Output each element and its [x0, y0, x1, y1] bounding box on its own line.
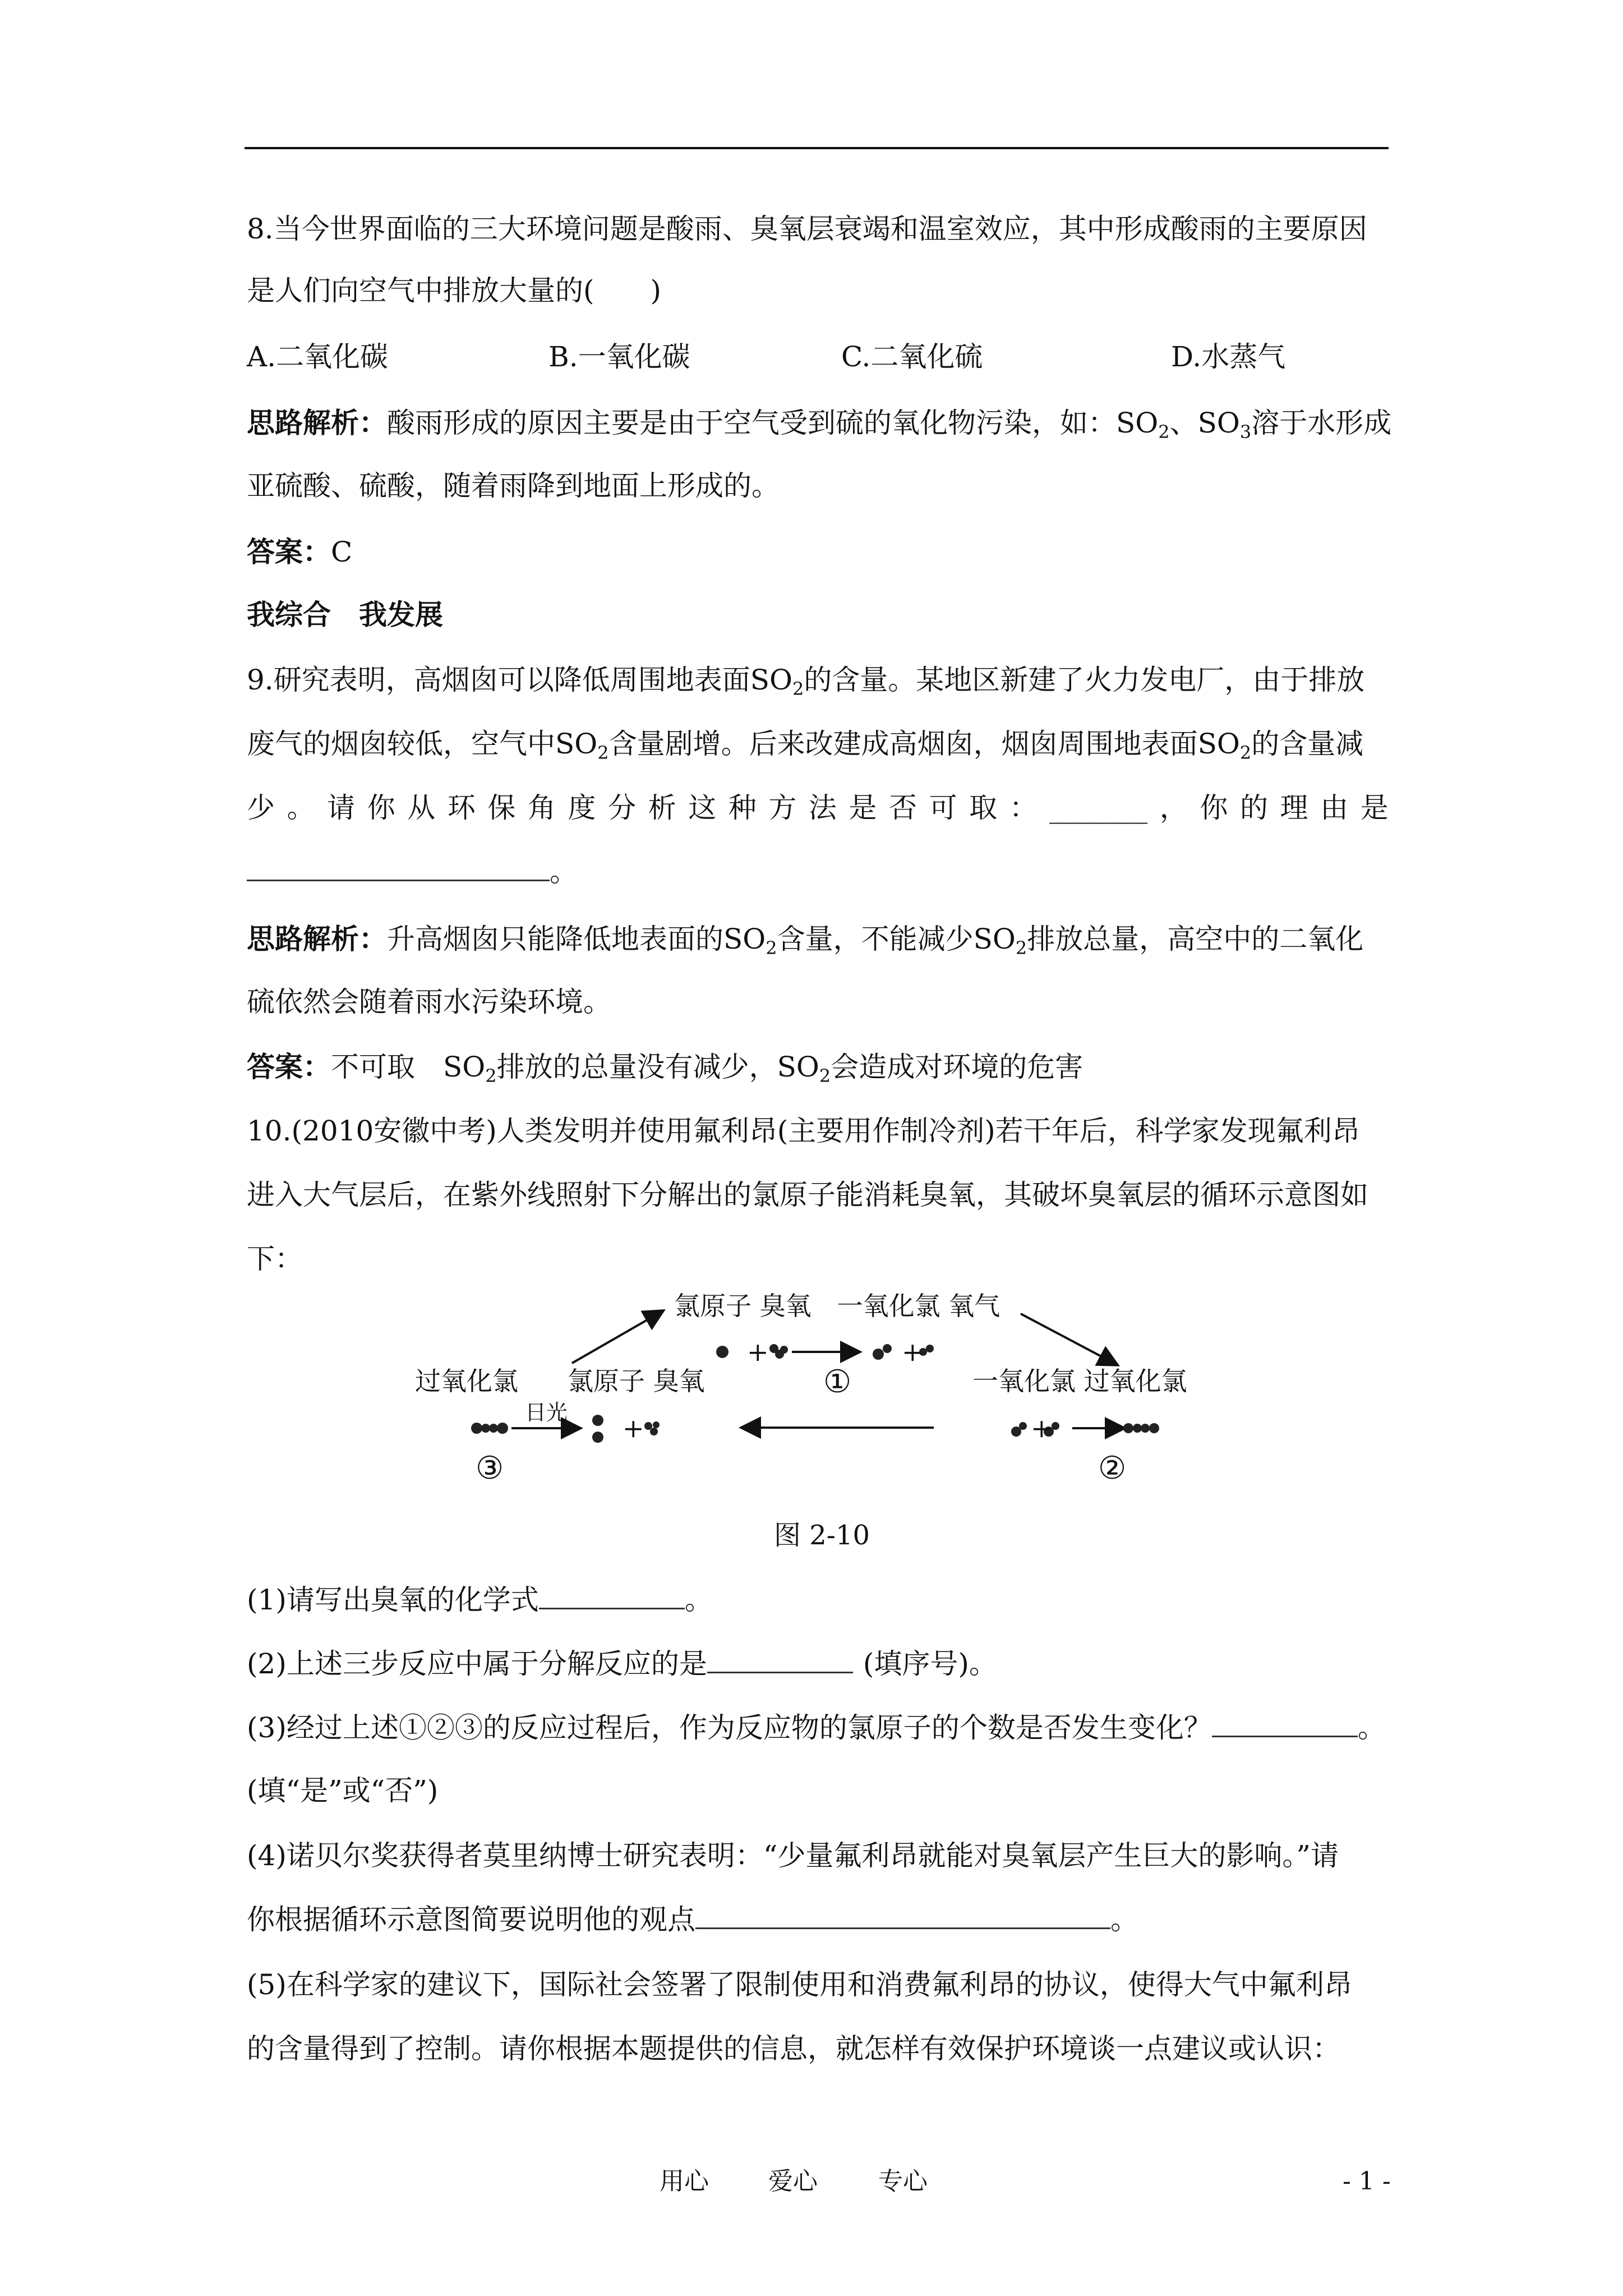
q8-analysis-line1: 思路解析：酸雨形成的原因主要是由于空气受到硫的氧化物污染，如：$SO_2$、$SO_3$溶于水形成: [247, 406, 1392, 443]
cl2o2-molecule-icon: [1123, 1423, 1159, 1433]
q8-option-a: A.二氧化碳: [247, 341, 389, 373]
step-3-label: ③: [476, 1450, 504, 1487]
q9-line1: 9.研究表明，高烟囱可以降低周围地表面$SO_2$的含量。某地区新建了火力发电厂，由于排放: [247, 664, 1365, 700]
q8-option-c: C.二氧化硫: [841, 341, 983, 373]
q9-blank-1[interactable]: _______: [1049, 792, 1148, 824]
q10-sub2-blank[interactable]: [707, 1647, 853, 1673]
diagram-mid-label: 氯原子 臭氧: [568, 1366, 705, 1396]
cl-atom-icon: [716, 1346, 728, 1358]
q10-sub4-line2: 你根据循环示意图简要说明他的观点 。: [247, 1903, 1138, 1936]
q10-sub3-note: (填“是”或“否”): [247, 1774, 439, 1807]
plus-sign: +: [902, 1337, 924, 1367]
analysis-label: 思路解析：: [247, 922, 387, 955]
diagram-right-label: 一氧化氯 过氧化氯: [972, 1366, 1187, 1396]
section-title: 我综合 我发展: [247, 598, 443, 631]
q10-line3: 下：: [247, 1243, 303, 1275]
q10-line1: 10.(2010安徽中考)人类发明并使用氟利昂(主要用作制冷剂)若干年后，科学家发现氟利昂: [247, 1115, 1360, 1147]
q8-option-b: B.一氧化碳: [548, 341, 690, 373]
q9-answer: 答案：不可取 $SO_2$排放的总量没有减少，$SO_2$会造成对环境的危害: [247, 1050, 1083, 1087]
q9-analysis-line2: 硫依然会随着雨水污染环境。: [247, 986, 611, 1018]
analysis-label: 思路解析：: [247, 406, 387, 439]
answer-label: 答案：: [247, 1050, 331, 1083]
q10-sub3-blank[interactable]: [1212, 1711, 1358, 1737]
figure-caption: 图 2-10: [774, 1520, 870, 1551]
footer-text-3: 专心: [878, 2167, 928, 2196]
page-number: - 1 -: [1343, 2167, 1391, 2196]
q9-line4: 。: [247, 855, 578, 889]
answer-label: 答案：: [247, 535, 331, 568]
q10-sub1-blank[interactable]: [539, 1583, 685, 1609]
ozone-cycle-diagram: [415, 1290, 1211, 1503]
cl2o2-molecule-icon: [471, 1423, 508, 1434]
q10-sub5-line2: 的含量得到了控制。请你根据本题提供的信息，就怎样有效保护环境谈一点建议或认识：: [247, 2032, 1340, 2065]
sunlight-label: 日光: [525, 1400, 568, 1425]
q10-sub2: (2)上述三步反应中属于分解反应的是 (填序号)。: [247, 1648, 997, 1680]
q10-sub3: (3)经过上述①②③的反应过程后，作为反应物的氯原子的个数是否发生变化？ 。: [247, 1711, 1386, 1744]
plus-sign: +: [623, 1413, 644, 1443]
header-rule: [245, 147, 1389, 149]
q8-line1: 8.当今世界面临的三大环境问题是酸雨、臭氧层衰竭和温室效应，其中形成酸雨的主要原因: [247, 213, 1367, 245]
clo-molecule-icon: [1011, 1422, 1027, 1437]
q10-sub1: (1)请写出臭氧的化学式 。: [247, 1584, 713, 1616]
diagram-left-label: 过氧化氯: [415, 1366, 518, 1396]
q8-answer: 答案：C: [247, 535, 353, 568]
clo-molecule-icon: [873, 1344, 892, 1360]
q8-line2: 是人们向空气中排放大量的( ): [247, 274, 662, 307]
q9-analysis-line1: 思路解析：升高烟囱只能降低地表面的$SO_2$含量，不能减少$SO_2$排放总量，高空中的二氧化: [247, 922, 1364, 959]
footer-text-2: 爱心: [768, 2167, 818, 2196]
ozone-molecule-icon: [644, 1421, 660, 1435]
q10-line2: 进入大气层后，在紫外线照射下分解出的氯原子能消耗臭氧，其破坏臭氧层的循环示意图如: [247, 1179, 1368, 1211]
q10-sub4-blank[interactable]: [695, 1903, 1110, 1929]
q8-analysis-line2: 亚硫酸、硫酸，随着雨降到地面上形成的。: [247, 470, 780, 502]
step-1-label: ①: [823, 1364, 852, 1400]
q10-sub4-line1: (4)诺贝尔奖获得者莫里纳博士研究表明：“少量氟利昂就能对臭氧层产生巨大的影响。”请: [247, 1839, 1339, 1872]
plus-sign: +: [747, 1337, 769, 1367]
footer-text-1: 用心: [660, 2167, 709, 2196]
cl-atoms-icon: [592, 1415, 603, 1443]
q9-blank-2[interactable]: [247, 855, 550, 881]
plus-sign: +: [1031, 1413, 1053, 1443]
q10-sub5-line1: (5)在科学家的建议下，国际社会签署了限制使用和消费氟利昂的协议，使得大气中氟利昂: [247, 1968, 1352, 2001]
step-2-label: ②: [1098, 1450, 1127, 1487]
q9-line3: 少 。 请 你 从 环 保 角 度 分 析 这 种 方 法 是 否 可 取 ： _______ ， 你 的 理 由 是: [247, 792, 1389, 824]
q9-line2: 废气的烟囱较低，空气中$SO_2$含量剧增。后来改建成高烟囱，烟囱周围地表面$SO_2$的含量减: [247, 728, 1364, 763]
ozone-molecule-icon: [769, 1344, 788, 1359]
q8-option-d: D.水蒸气: [1171, 341, 1286, 373]
diagram-top-labels: 氯原子 臭氧 一氧化氯 氧气: [674, 1291, 1000, 1321]
